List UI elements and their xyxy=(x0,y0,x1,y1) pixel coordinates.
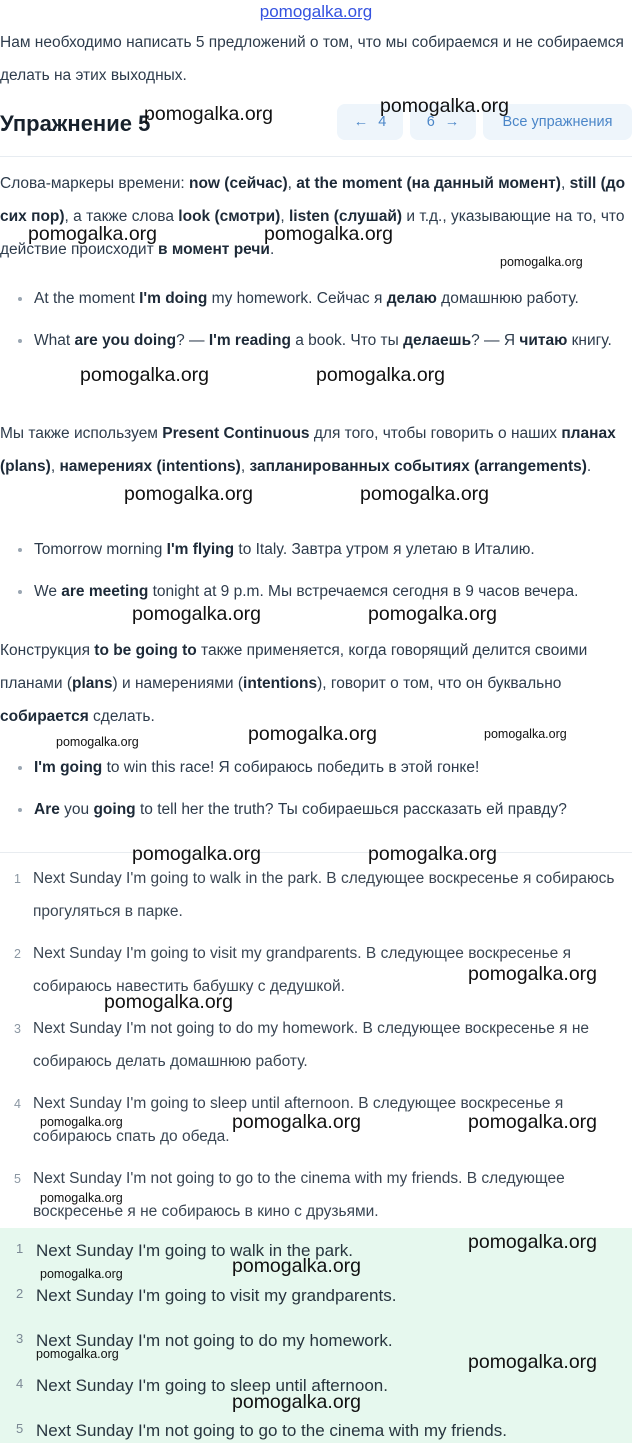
watermark: pomogalka.org xyxy=(124,483,253,505)
bold-term: запланированных событиях (arrangements) xyxy=(249,458,587,475)
short-answer-text: Next Sunday I'm going to walk in the park. xyxy=(36,1241,353,1260)
bold-term: делаю xyxy=(386,290,437,307)
task-intro: Нам необходимо написать 5 предложений о том, что мы собираемся и не собираемся делать на этих выходных. xyxy=(0,34,624,84)
watermark: pomogalka.org xyxy=(468,963,597,985)
example-item: Tomorrow morning I'm flying to Italy. Завтра утром я улетаю в Италию. xyxy=(16,533,632,566)
short-answer-number: 1 xyxy=(16,1241,24,1256)
bold-term: намерениях (intentions) xyxy=(59,458,241,475)
watermark: pomogalka.org xyxy=(468,1231,597,1253)
next-exercise-label: 6 xyxy=(426,114,435,130)
short-answer-text: Next Sunday I'm not going to go to the cinema with my friends. xyxy=(36,1421,507,1440)
watermark: pomogalka.org xyxy=(132,603,261,625)
bold-term: are you doing xyxy=(74,332,177,349)
watermark: pomogalka.org xyxy=(28,223,157,245)
prev-exercise-label: 4 xyxy=(378,114,387,130)
bold-term: читаю xyxy=(519,332,568,349)
all-exercises-label: Все упражнения xyxy=(502,114,613,130)
watermark: pomogalka.org xyxy=(232,1255,361,1277)
answer-item xyxy=(0,862,632,928)
watermark: pomogalka.org xyxy=(380,95,509,117)
watermark: pomogalka.org xyxy=(232,1391,361,1413)
bold-term: listen (слушай) xyxy=(288,208,403,225)
bold-term: going xyxy=(93,801,136,818)
bold-term: собирается xyxy=(0,708,89,725)
short-answer-number: 3 xyxy=(16,1331,24,1346)
short-answer-text: Next Sunday I'm not going to do my homework. xyxy=(36,1331,393,1350)
bold-term: plans xyxy=(72,675,113,692)
watermark: pomogalka.org xyxy=(80,364,209,386)
theory-examples-3 xyxy=(16,751,632,835)
bold-term: to be going to xyxy=(94,642,197,659)
bold-term: at the moment (на данный момент) xyxy=(296,175,561,192)
exercise-title: Упражнение 5 xyxy=(0,111,151,136)
bold-term: планах (plans) xyxy=(0,425,616,475)
watermark: pomogalka.org xyxy=(468,1111,597,1133)
watermark: pomogalka.org xyxy=(316,364,445,386)
answer-number: 3 xyxy=(14,1022,21,1036)
short-answer-item xyxy=(0,1411,632,1456)
bold-term: I'm going xyxy=(34,759,103,776)
watermark: pomogalka.org xyxy=(56,735,139,749)
bold-term: в момент речи xyxy=(158,241,270,258)
bold-term: still (до сих пор) xyxy=(0,175,626,225)
answer-number: 1 xyxy=(14,872,21,886)
watermark: pomogalka.org xyxy=(104,991,233,1013)
bold-term: are meeting xyxy=(61,583,149,600)
short-answer-text: Next Sunday I'm going to sleep until afternoon. xyxy=(36,1376,388,1395)
example-item: At the moment I'm doing my homework. Сейчас я делаю домашнюю работу. xyxy=(16,282,632,315)
bold-term: Are xyxy=(34,801,60,818)
bold-term: I'm flying xyxy=(166,541,235,558)
short-answer-number: 5 xyxy=(16,1421,24,1436)
bold-term: I'm doing xyxy=(139,290,208,307)
bold-term: Present Continuous xyxy=(162,425,310,442)
theory-paragraph-3: Конструкция to be going to также применяется, когда говорящий делится своими планами (plans) и намерениями (intentions), говорит о том, что он буквально собирается сделать. xyxy=(0,642,588,725)
answer-text: Next Sunday I'm going to sleep until afternoon. В следующее воскресенье я собираюсь спать до обеда. xyxy=(33,1095,564,1145)
theory-examples-1 xyxy=(16,282,632,366)
theory-paragraph-1: Слова-маркеры времени: now (сейчас), at the moment (на данный момент), still (до сих пор), а также слова look (смотри), listen (слушай) и т.д., указывающие на то, что действие происходит в момент речи. xyxy=(0,175,626,258)
short-answer-number: 4 xyxy=(16,1376,24,1391)
watermark: pomogalka.org xyxy=(360,483,489,505)
theory-paragraph-2: Мы также используем Present Continuous для того, чтобы говорить о наших планах (plans), намерениях (intentions), запланированных событиях (arrangements). xyxy=(0,425,616,475)
watermark: pomogalka.org xyxy=(232,1111,361,1133)
watermark: pomogalka.org xyxy=(248,723,377,745)
example-item: What are you doing? — I'm reading a book. Что ты делаешь? — Я читаю книгу. xyxy=(16,324,632,357)
bold-term: now (сейчас) xyxy=(189,175,288,192)
watermark: pomogalka.org xyxy=(468,1351,597,1373)
example-item: We are meeting tonight at 9 p.m. Мы встречаемся сегодня в 9 часов вечера. xyxy=(16,575,632,608)
answer-number: 4 xyxy=(14,1097,21,1111)
example-item: Are you going to tell her the truth? Ты собираешься рассказать ей правду? xyxy=(16,793,632,826)
answer-text: Next Sunday I'm not going to go to the cinema with my friends. В следующее воскресенье я не собираюсь в кино с друзьями. xyxy=(33,1170,565,1220)
answer-text: Next Sunday I'm not going to do my homework. В следующее воскресенье я не собираюсь делать домашнюю работу. xyxy=(33,1020,590,1070)
short-answer-text: Next Sunday I'm going to visit my grandparents. xyxy=(36,1286,397,1305)
watermark: pomogalka.org xyxy=(40,1191,123,1205)
answer-item xyxy=(0,1012,632,1078)
example-item: I'm going to win this race! Я собираюсь победить в этой гонке! xyxy=(16,751,632,784)
watermark: pomogalka.org xyxy=(40,1115,123,1129)
watermark: pomogalka.org xyxy=(368,843,497,865)
watermark: pomogalka.org xyxy=(368,603,497,625)
bold-term: делаешь xyxy=(403,332,472,349)
watermark: pomogalka.org xyxy=(500,255,583,269)
arrow-left-icon: ← xyxy=(353,114,369,130)
watermark: pomogalka.org xyxy=(40,1267,123,1281)
watermark: pomogalka.org xyxy=(264,223,393,245)
arrow-right-icon: → xyxy=(444,114,460,130)
answers-list xyxy=(0,852,632,1227)
bold-term: I'm reading xyxy=(208,332,291,349)
watermark: pomogalka.org xyxy=(484,727,567,741)
bold-term: look (смотри) xyxy=(178,208,281,225)
answer-text: Next Sunday I'm going to walk in the park. В следующее воскресенье я собираюсь прогуляться в парке. xyxy=(33,870,615,920)
answer-number: 5 xyxy=(14,1172,21,1186)
site-link[interactable]: pomogalka.org xyxy=(259,2,373,21)
answer-text: Next Sunday I'm going to visit my grandparents. В следующее воскресенье я собираюсь навестить бабушку с дедушкой. xyxy=(33,945,571,995)
short-answer-number: 2 xyxy=(16,1286,24,1301)
watermark: pomogalka.org xyxy=(144,103,273,125)
answer-number: 2 xyxy=(14,947,21,961)
theory-examples-2 xyxy=(16,533,632,617)
divider xyxy=(0,156,632,157)
bold-term: intentions xyxy=(243,675,318,692)
watermark: pomogalka.org xyxy=(36,1347,119,1361)
watermark: pomogalka.org xyxy=(132,843,261,865)
